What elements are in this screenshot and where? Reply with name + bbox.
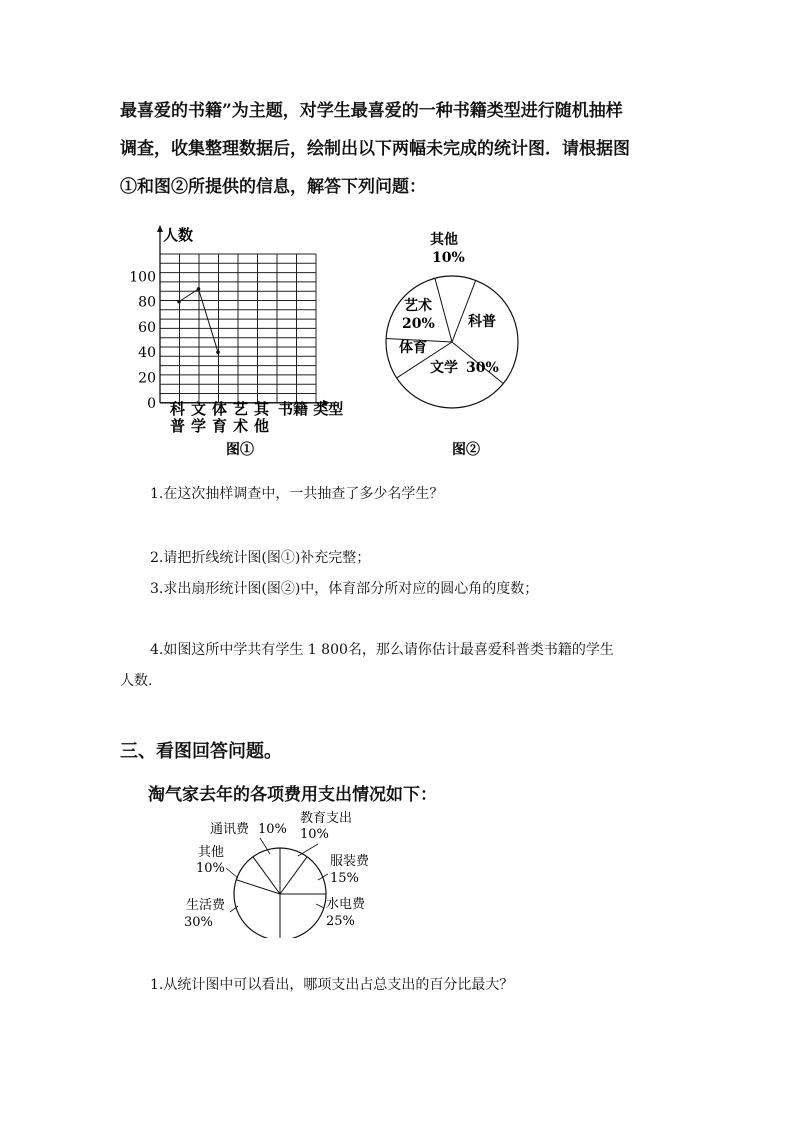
pie-slice-boundary [253, 857, 280, 894]
y-axis-label: 人数 [163, 226, 194, 244]
pie-slice-boundary [435, 278, 452, 342]
y-tick-label: 100 [129, 269, 156, 286]
figure-caption: 图① [226, 442, 254, 458]
y-tick-label: 40 [138, 345, 156, 362]
pie-label-education: 教育支出 [300, 811, 353, 826]
pie-label-other: 其他 [430, 232, 458, 248]
question-2: 2.请把折线统计图(图①)补充完整； [150, 550, 371, 566]
intro-paragraph [120, 92, 690, 206]
section3-question-1: 1.从统计图中可以看出，哪项支出占总支出的百分比最大？ [150, 977, 514, 993]
pie-value-education: 10% [300, 827, 329, 842]
label-leader-line [298, 844, 318, 856]
pie-slices [226, 838, 328, 938]
x-category-char: 学 [191, 417, 207, 435]
y-tick-label: 0 [147, 395, 156, 412]
intro-line: ①和图②所提供的信息，解答下列问题： [120, 177, 426, 197]
pie-value-literature: 30% [466, 360, 499, 376]
pie-labels [399, 231, 499, 376]
pie-slice-boundary [452, 280, 476, 342]
x-category-char: 其 [254, 400, 270, 418]
question-4-cont: 人数. [120, 673, 153, 689]
x-category-char: 艺 [233, 400, 249, 418]
line-chart-figure1 [118, 222, 358, 462]
y-tick-label: 20 [138, 370, 156, 387]
chart-grid [160, 254, 316, 403]
x-category-char: 普 [170, 417, 186, 435]
expense-pie-chart [178, 808, 408, 938]
pie-value-living: 30% [184, 915, 213, 930]
label-leader-line [226, 868, 238, 878]
data-point [177, 300, 181, 304]
x-category-char: 体 [212, 400, 228, 418]
section-heading: 三、看图回答问题。 [120, 741, 282, 762]
pie-label-clothing: 服装费 [330, 854, 370, 869]
pie-label-living: 生活费 [186, 898, 226, 913]
pie-chart-figure2 [380, 222, 540, 462]
question-3: 3.求出扇形统计图(图②)中，体育部分所对应的圆心角的度数； [150, 581, 539, 597]
pie-slice-boundary [236, 880, 280, 894]
x-category-char: 育 [212, 417, 228, 435]
figure-caption: 图② [452, 442, 480, 458]
pie-label-sports: 体育 [399, 340, 427, 356]
y-tick-label: 60 [138, 319, 156, 336]
pie-value-communication: 10% [258, 822, 287, 837]
pie-value-other: 10% [432, 250, 465, 266]
x-category-char: 科 [170, 400, 186, 418]
section-subtitle: 淘气家去年的各项费用支出情况如下： [148, 785, 437, 805]
x-axis-label: 书籍 类型 [278, 400, 344, 418]
chart-axes [157, 225, 330, 406]
intro-line: 调查，收集整理数据后，绘制出以下两幅未完成的统计图．请根据图 [120, 139, 630, 159]
question-1: 1.在这次抽样调查中，一共抽查了多少名学生？ [150, 486, 444, 502]
pie-label-art: 艺术 [404, 298, 432, 314]
question-4: 4.如图这所中学共有学生 1 800名，那么请你估计最喜爱科普类书籍的学生 [150, 642, 614, 658]
x-category-labels [169, 400, 270, 435]
pie-value-other: 10% [196, 861, 225, 876]
x-category-char: 文 [191, 400, 207, 418]
pie-label-science: 科普 [468, 314, 496, 330]
pie-label-literature: 文学 [430, 360, 458, 376]
pie-value-utilities: 25% [326, 914, 355, 929]
pie-value-art: 20% [402, 316, 435, 332]
y-tick-label: 80 [138, 294, 156, 311]
y-tick-labels [129, 269, 156, 411]
intro-line: 最喜爱的书籍”为主题，对学生最喜爱的一种书籍类型进行随机抽样 [120, 101, 623, 121]
pie-label-utilities: 水电费 [326, 897, 366, 912]
label-leader-line [316, 904, 324, 908]
data-point [197, 287, 201, 291]
x-category-char: 术 [233, 417, 249, 435]
data-point [216, 350, 220, 354]
pie-labels [184, 810, 370, 930]
x-category-char: 他 [254, 417, 270, 435]
pie-slice-boundary [280, 857, 307, 894]
pie-value-clothing: 15% [330, 871, 359, 886]
pie-label-communication: 通讯费 [210, 822, 250, 837]
pie-label-other: 其他 [198, 845, 225, 860]
